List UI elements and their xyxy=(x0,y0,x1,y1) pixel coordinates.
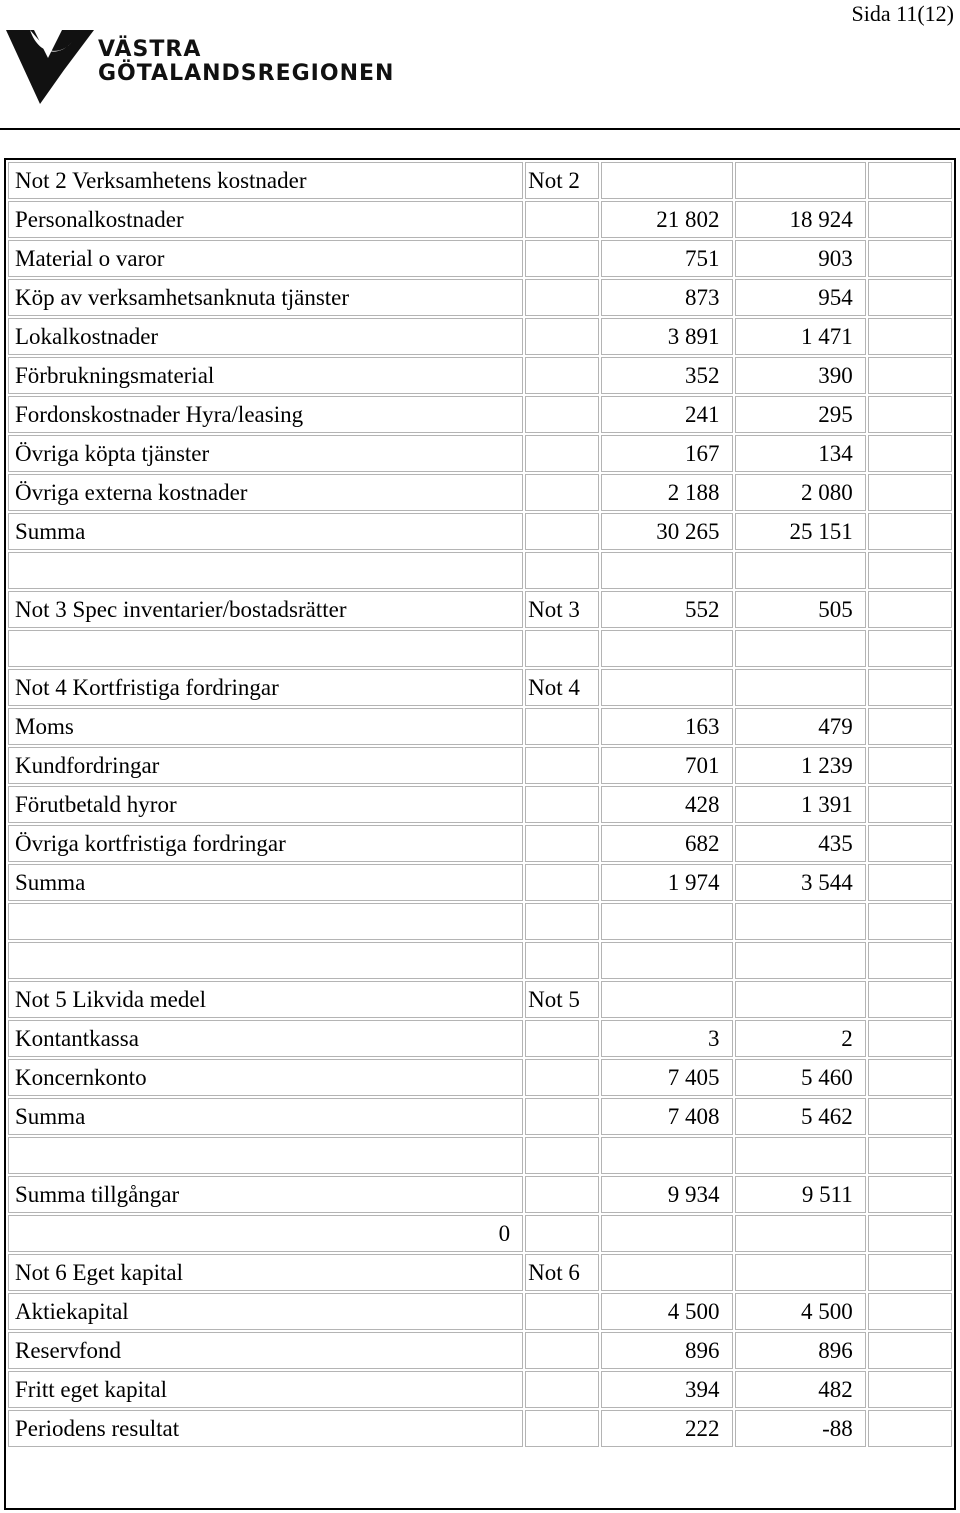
extra-cell xyxy=(868,1020,952,1057)
value-current xyxy=(601,981,732,1018)
value-previous: 3 544 xyxy=(735,864,866,901)
value-current xyxy=(601,552,732,589)
value-previous: -88 xyxy=(735,1410,866,1447)
note-reference: Not 5 xyxy=(525,981,599,1018)
note-reference: Not 4 xyxy=(525,669,599,706)
extra-cell xyxy=(868,630,952,667)
value-previous xyxy=(735,669,866,706)
row-label: Material o varor xyxy=(8,240,523,277)
value-current: 701 xyxy=(601,747,732,784)
note-reference xyxy=(525,864,599,901)
value-previous: 4 500 xyxy=(735,1293,866,1330)
value-previous: 954 xyxy=(735,279,866,316)
table-row xyxy=(8,864,952,901)
table-row xyxy=(8,747,952,784)
row-label: Summa xyxy=(8,864,523,901)
table-row xyxy=(8,201,952,238)
row-label: Fritt eget kapital xyxy=(8,1371,523,1408)
value-current: 167 xyxy=(601,435,732,472)
table-row xyxy=(8,1059,952,1096)
extra-cell xyxy=(868,1410,952,1447)
note-reference xyxy=(525,1059,599,1096)
extra-cell xyxy=(868,1176,952,1213)
row-label: Moms xyxy=(8,708,523,745)
table-row xyxy=(8,1098,952,1135)
note-reference xyxy=(525,1410,599,1447)
value-previous: 482 xyxy=(735,1371,866,1408)
table-row xyxy=(8,240,952,277)
value-current: 3 891 xyxy=(601,318,732,355)
organization-logo xyxy=(4,24,394,108)
value-previous: 2 xyxy=(735,1020,866,1057)
extra-cell xyxy=(868,1098,952,1135)
value-current xyxy=(601,162,732,199)
value-previous: 18 924 xyxy=(735,201,866,238)
row-label: Lokalkostnader xyxy=(8,318,523,355)
value-previous: 9 511 xyxy=(735,1176,866,1213)
note-reference: Not 6 xyxy=(525,1254,599,1291)
extra-cell xyxy=(868,981,952,1018)
table-row xyxy=(8,1254,952,1291)
extra-cell xyxy=(868,162,952,199)
extra-cell xyxy=(868,1332,952,1369)
value-previous xyxy=(735,162,866,199)
note-reference xyxy=(525,747,599,784)
extra-cell xyxy=(868,1137,952,1174)
row-label: Not 6 Eget kapital xyxy=(8,1254,523,1291)
extra-cell xyxy=(868,747,952,784)
value-current: 4 500 xyxy=(601,1293,732,1330)
note-reference xyxy=(525,903,599,940)
table-row xyxy=(8,903,952,940)
value-current xyxy=(601,1215,732,1252)
row-label: Aktiekapital xyxy=(8,1293,523,1330)
value-previous xyxy=(735,942,866,979)
value-current xyxy=(601,1137,732,1174)
table-row xyxy=(8,1137,952,1174)
extra-cell xyxy=(868,591,952,628)
note-reference xyxy=(525,630,599,667)
value-previous xyxy=(735,1254,866,1291)
value-current: 428 xyxy=(601,786,732,823)
note-reference xyxy=(525,1293,599,1330)
note-reference xyxy=(525,318,599,355)
value-previous xyxy=(735,1215,866,1252)
row-label: Personalkostnader xyxy=(8,201,523,238)
note-reference xyxy=(525,396,599,433)
value-previous: 435 xyxy=(735,825,866,862)
value-current: 241 xyxy=(601,396,732,433)
note-reference xyxy=(525,201,599,238)
table-row xyxy=(8,1371,952,1408)
note-reference xyxy=(525,435,599,472)
value-current xyxy=(601,1254,732,1291)
value-current: 7 405 xyxy=(601,1059,732,1096)
note-reference: Not 3 xyxy=(525,591,599,628)
value-previous: 25 151 xyxy=(735,513,866,550)
logo-mark-icon xyxy=(4,24,96,108)
row-label: Kundfordringar xyxy=(8,747,523,784)
value-previous xyxy=(735,552,866,589)
value-current: 21 802 xyxy=(601,201,732,238)
value-previous xyxy=(735,630,866,667)
extra-cell xyxy=(868,1215,952,1252)
value-current: 552 xyxy=(601,591,732,628)
table-row xyxy=(8,1332,952,1369)
value-previous xyxy=(735,903,866,940)
extra-cell xyxy=(868,1254,952,1291)
extra-cell xyxy=(868,1059,952,1096)
table-row xyxy=(8,1410,952,1447)
row-label: 0 xyxy=(8,1215,523,1252)
note-reference xyxy=(525,1176,599,1213)
extra-cell xyxy=(868,396,952,433)
row-label: Fordonskostnader Hyra/leasing xyxy=(8,396,523,433)
row-label xyxy=(8,552,523,589)
page-number: Sida 11(12) xyxy=(851,1,954,26)
extra-cell xyxy=(868,357,952,394)
table-row xyxy=(8,591,952,628)
table-row xyxy=(8,513,952,550)
value-current: 873 xyxy=(601,279,732,316)
extra-cell xyxy=(868,435,952,472)
value-current: 2 188 xyxy=(601,474,732,511)
value-current xyxy=(601,903,732,940)
value-previous: 295 xyxy=(735,396,866,433)
row-label: Förutbetald hyror xyxy=(8,786,523,823)
value-previous xyxy=(735,1137,866,1174)
row-label: Not 2 Verksamhetens kostnader xyxy=(8,162,523,199)
financial-notes-table-frame xyxy=(4,158,956,1510)
note-reference xyxy=(525,474,599,511)
note-reference xyxy=(525,1215,599,1252)
table-row xyxy=(8,786,952,823)
row-label: Köp av verksamhetsanknuta tjänster xyxy=(8,279,523,316)
note-reference xyxy=(525,1332,599,1369)
value-current: 163 xyxy=(601,708,732,745)
extra-cell xyxy=(868,1371,952,1408)
value-previous: 5 460 xyxy=(735,1059,866,1096)
note-reference xyxy=(525,1137,599,1174)
note-reference xyxy=(525,1371,599,1408)
note-reference xyxy=(525,1098,599,1135)
row-label: Koncernkonto xyxy=(8,1059,523,1096)
extra-cell xyxy=(868,201,952,238)
note-reference xyxy=(525,240,599,277)
row-label xyxy=(8,942,523,979)
value-current: 1 974 xyxy=(601,864,732,901)
row-label: Reservfond xyxy=(8,1332,523,1369)
table-row xyxy=(8,942,952,979)
table-row xyxy=(8,669,952,706)
value-current: 896 xyxy=(601,1332,732,1369)
row-label: Summa xyxy=(8,513,523,550)
value-current: 7 408 xyxy=(601,1098,732,1135)
extra-cell xyxy=(868,708,952,745)
row-label: Periodens resultat xyxy=(8,1410,523,1447)
extra-cell xyxy=(868,318,952,355)
row-label: Summa xyxy=(8,1098,523,1135)
value-current: 352 xyxy=(601,357,732,394)
value-current: 9 934 xyxy=(601,1176,732,1213)
note-reference xyxy=(525,942,599,979)
row-label: Not 5 Likvida medel xyxy=(8,981,523,1018)
extra-cell xyxy=(868,240,952,277)
row-label: Not 4 Kortfristiga fordringar xyxy=(8,669,523,706)
extra-cell xyxy=(868,864,952,901)
extra-cell xyxy=(868,903,952,940)
logo-wordmark xyxy=(98,38,394,86)
row-label xyxy=(8,630,523,667)
table-row xyxy=(8,474,952,511)
value-current: 3 xyxy=(601,1020,732,1057)
table-row xyxy=(8,552,952,589)
row-label: Kontantkassa xyxy=(8,1020,523,1057)
table-row xyxy=(8,435,952,472)
table-row xyxy=(8,357,952,394)
header-divider xyxy=(0,128,960,130)
value-previous: 1 471 xyxy=(735,318,866,355)
row-label: Övriga köpta tjänster xyxy=(8,435,523,472)
value-previous: 2 080 xyxy=(735,474,866,511)
value-previous: 1 391 xyxy=(735,786,866,823)
extra-cell xyxy=(868,669,952,706)
value-previous: 1 239 xyxy=(735,747,866,784)
row-label: Not 3 Spec inventarier/bostadsrätter xyxy=(8,591,523,628)
note-reference xyxy=(525,708,599,745)
value-current: 751 xyxy=(601,240,732,277)
logo-wordmark-line2: GÖTALANDSREGIONEN xyxy=(98,61,395,86)
extra-cell xyxy=(868,942,952,979)
table-row xyxy=(8,630,952,667)
value-current xyxy=(601,942,732,979)
value-previous: 134 xyxy=(735,435,866,472)
note-reference xyxy=(525,1020,599,1057)
value-current: 30 265 xyxy=(601,513,732,550)
value-previous: 903 xyxy=(735,240,866,277)
value-previous xyxy=(735,981,866,1018)
row-label: Övriga externa kostnader xyxy=(8,474,523,511)
extra-cell xyxy=(868,786,952,823)
table-row xyxy=(8,1020,952,1057)
extra-cell xyxy=(868,825,952,862)
note-reference xyxy=(525,279,599,316)
extra-cell xyxy=(868,513,952,550)
value-previous: 390 xyxy=(735,357,866,394)
value-previous: 505 xyxy=(735,591,866,628)
value-current: 222 xyxy=(601,1410,732,1447)
table-row xyxy=(8,396,952,433)
extra-cell xyxy=(868,474,952,511)
value-current xyxy=(601,630,732,667)
extra-cell xyxy=(868,552,952,589)
note-reference xyxy=(525,825,599,862)
extra-cell xyxy=(868,1293,952,1330)
value-previous: 479 xyxy=(735,708,866,745)
note-reference xyxy=(525,357,599,394)
value-current: 394 xyxy=(601,1371,732,1408)
value-current: 682 xyxy=(601,825,732,862)
value-current xyxy=(601,669,732,706)
table-row xyxy=(8,1176,952,1213)
row-label: Förbrukningsmaterial xyxy=(8,357,523,394)
table-row xyxy=(8,1293,952,1330)
table-row xyxy=(8,825,952,862)
table-row xyxy=(8,1215,952,1252)
note-reference xyxy=(525,552,599,589)
logo-wordmark-line1: VÄSTRA xyxy=(98,37,202,62)
value-previous: 896 xyxy=(735,1332,866,1369)
note-reference: Not 2 xyxy=(525,162,599,199)
table-row xyxy=(8,981,952,1018)
value-previous: 5 462 xyxy=(735,1098,866,1135)
note-reference xyxy=(525,513,599,550)
note-reference xyxy=(525,786,599,823)
row-label: Övriga kortfristiga fordringar xyxy=(8,825,523,862)
financial-notes-table xyxy=(6,160,954,1449)
table-row xyxy=(8,162,952,199)
table-row xyxy=(8,318,952,355)
row-label xyxy=(8,1137,523,1174)
extra-cell xyxy=(868,279,952,316)
row-label xyxy=(8,903,523,940)
table-row xyxy=(8,279,952,316)
row-label: Summa tillgångar xyxy=(8,1176,523,1213)
table-row xyxy=(8,708,952,745)
